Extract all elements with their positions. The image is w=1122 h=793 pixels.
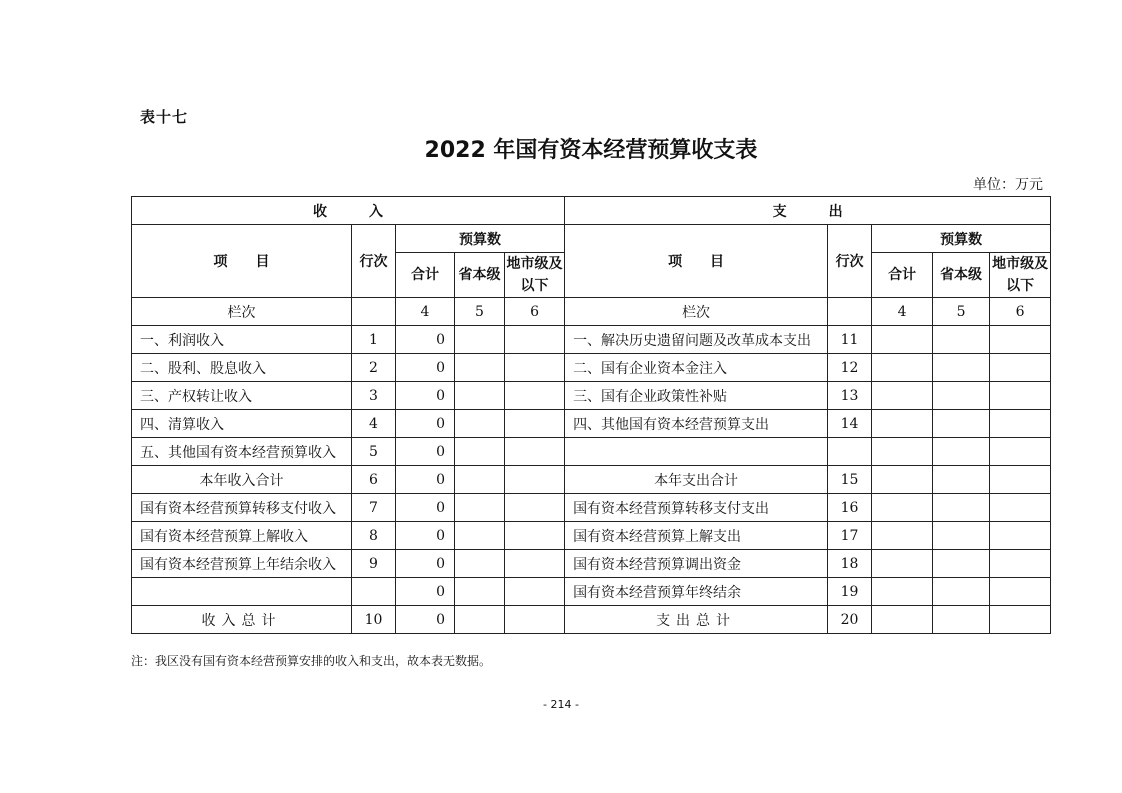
income-item: 五、其他国有资本经营预算收入 bbox=[132, 438, 352, 466]
expense-index-label: 栏次 bbox=[565, 298, 828, 326]
expense-city bbox=[990, 522, 1051, 550]
income-total: 0 bbox=[396, 578, 455, 606]
expense-city bbox=[990, 326, 1051, 354]
income-item bbox=[132, 578, 352, 606]
section-header-row bbox=[132, 197, 1051, 225]
expense-item: 国有资本经营预算调出资金 bbox=[565, 550, 828, 578]
table-row bbox=[132, 326, 1051, 354]
income-item: 国有资本经营预算上解收入 bbox=[132, 522, 352, 550]
table-row bbox=[132, 466, 1051, 494]
table-row bbox=[132, 550, 1051, 578]
expense-total-header: 合计 bbox=[872, 253, 933, 298]
income-index-5: 5 bbox=[455, 298, 505, 326]
expense-total bbox=[872, 466, 933, 494]
income-city bbox=[505, 410, 565, 438]
income-city bbox=[505, 494, 565, 522]
income-province bbox=[455, 382, 505, 410]
income-total: 0 bbox=[396, 326, 455, 354]
income-row-no: 4 bbox=[352, 410, 396, 438]
expense-total bbox=[872, 438, 933, 466]
income-province bbox=[455, 438, 505, 466]
column-index-row bbox=[132, 298, 1051, 326]
income-item: 三、产权转让收入 bbox=[132, 382, 352, 410]
expense-item: 二、国有企业资本金注入 bbox=[565, 354, 828, 382]
income-item: 收入总计 bbox=[132, 606, 352, 634]
expense-item bbox=[565, 438, 828, 466]
income-row-no: 6 bbox=[352, 466, 396, 494]
expense-index-6: 6 bbox=[990, 298, 1051, 326]
expense-total bbox=[872, 550, 933, 578]
income-province bbox=[455, 550, 505, 578]
expense-item: 支出总计 bbox=[565, 606, 828, 634]
income-item: 二、股利、股息收入 bbox=[132, 354, 352, 382]
expense-province bbox=[933, 466, 990, 494]
expense-total bbox=[872, 522, 933, 550]
income-city bbox=[505, 354, 565, 382]
expense-index-row-no bbox=[828, 298, 872, 326]
expense-province bbox=[933, 382, 990, 410]
income-total: 0 bbox=[396, 354, 455, 382]
income-index-row-no bbox=[352, 298, 396, 326]
expense-province bbox=[933, 550, 990, 578]
table-row bbox=[132, 494, 1051, 522]
income-row-no: 5 bbox=[352, 438, 396, 466]
income-province bbox=[455, 326, 505, 354]
table-row bbox=[132, 354, 1051, 382]
expense-city bbox=[990, 494, 1051, 522]
income-province bbox=[455, 466, 505, 494]
expense-budget-header: 预算数 bbox=[872, 225, 1051, 253]
expense-index-5: 5 bbox=[933, 298, 990, 326]
income-total: 0 bbox=[396, 494, 455, 522]
income-row-no: 9 bbox=[352, 550, 396, 578]
expense-city bbox=[990, 550, 1051, 578]
footnote: 注：我区没有国有资本经营预算安排的收入和支出，故本表无数据。 bbox=[131, 654, 492, 668]
expense-province bbox=[933, 606, 990, 634]
expense-row-no: 18 bbox=[828, 550, 872, 578]
income-item: 一、利润收入 bbox=[132, 326, 352, 354]
income-city bbox=[505, 382, 565, 410]
page-title: 2022 年国有资本经营预算收支表 bbox=[424, 138, 758, 163]
expense-province-header: 省本级 bbox=[933, 253, 990, 298]
expense-total bbox=[872, 326, 933, 354]
income-province bbox=[455, 522, 505, 550]
income-index-6: 6 bbox=[505, 298, 565, 326]
income-row-no-header: 行次 bbox=[352, 225, 396, 298]
income-total: 0 bbox=[396, 410, 455, 438]
income-city-header: 地市级及以下 bbox=[505, 253, 565, 298]
table-row bbox=[132, 382, 1051, 410]
income-city bbox=[505, 438, 565, 466]
expense-row-no: 16 bbox=[828, 494, 872, 522]
expense-province bbox=[933, 326, 990, 354]
expense-city bbox=[990, 606, 1051, 634]
income-row-no bbox=[352, 578, 396, 606]
unit-label: 单位：万元 bbox=[973, 177, 1043, 193]
income-row-no: 7 bbox=[352, 494, 396, 522]
expense-item-header: 项 目 bbox=[565, 225, 828, 298]
income-province bbox=[455, 606, 505, 634]
income-city bbox=[505, 578, 565, 606]
expense-total bbox=[872, 410, 933, 438]
expense-item: 本年支出合计 bbox=[565, 466, 828, 494]
expense-row-no: 15 bbox=[828, 466, 872, 494]
expense-total bbox=[872, 578, 933, 606]
income-province-header: 省本级 bbox=[455, 253, 505, 298]
expense-city bbox=[990, 354, 1051, 382]
page-number: - 214 - bbox=[543, 698, 579, 711]
income-total: 0 bbox=[396, 382, 455, 410]
income-province bbox=[455, 410, 505, 438]
expense-total bbox=[872, 382, 933, 410]
table-row bbox=[132, 606, 1051, 634]
income-province bbox=[455, 354, 505, 382]
income-row-no: 10 bbox=[352, 606, 396, 634]
income-budget-header: 预算数 bbox=[396, 225, 565, 253]
table-label: 表十七 bbox=[140, 108, 189, 126]
table-row bbox=[132, 438, 1051, 466]
expense-city bbox=[990, 578, 1051, 606]
income-item-header: 项 目 bbox=[132, 225, 352, 298]
expense-province bbox=[933, 354, 990, 382]
income-city bbox=[505, 522, 565, 550]
income-total: 0 bbox=[396, 438, 455, 466]
expense-item: 四、其他国有资本经营预算支出 bbox=[565, 410, 828, 438]
expense-item: 国有资本经营预算上解支出 bbox=[565, 522, 828, 550]
expense-row-no bbox=[828, 438, 872, 466]
income-row-no: 3 bbox=[352, 382, 396, 410]
expense-province bbox=[933, 494, 990, 522]
income-item: 国有资本经营预算上年结余收入 bbox=[132, 550, 352, 578]
expense-row-no: 17 bbox=[828, 522, 872, 550]
table-row bbox=[132, 410, 1051, 438]
expense-province bbox=[933, 410, 990, 438]
expense-section-header: 支 出 bbox=[565, 197, 1051, 225]
income-city bbox=[505, 606, 565, 634]
income-province bbox=[455, 494, 505, 522]
expense-row-no: 13 bbox=[828, 382, 872, 410]
expense-item: 国有资本经营预算转移支付支出 bbox=[565, 494, 828, 522]
expense-province bbox=[933, 438, 990, 466]
income-index-4: 4 bbox=[396, 298, 455, 326]
income-row-no: 2 bbox=[352, 354, 396, 382]
income-item: 本年收入合计 bbox=[132, 466, 352, 494]
expense-row-no: 14 bbox=[828, 410, 872, 438]
expense-item: 国有资本经营预算年终结余 bbox=[565, 578, 828, 606]
expense-city-header: 地市级及以下 bbox=[990, 253, 1051, 298]
expense-province bbox=[933, 578, 990, 606]
expense-row-no-header: 行次 bbox=[828, 225, 872, 298]
income-city bbox=[505, 326, 565, 354]
income-city bbox=[505, 466, 565, 494]
expense-total bbox=[872, 494, 933, 522]
income-item: 四、清算收入 bbox=[132, 410, 352, 438]
income-row-no: 8 bbox=[352, 522, 396, 550]
income-total-header: 合计 bbox=[396, 253, 455, 298]
income-province bbox=[455, 578, 505, 606]
expense-row-no: 12 bbox=[828, 354, 872, 382]
income-city bbox=[505, 550, 565, 578]
income-item: 国有资本经营预算转移支付收入 bbox=[132, 494, 352, 522]
expense-row-no: 19 bbox=[828, 578, 872, 606]
income-total: 0 bbox=[396, 606, 455, 634]
income-total: 0 bbox=[396, 550, 455, 578]
expense-item: 一、解决历史遗留问题及改革成本支出 bbox=[565, 326, 828, 354]
expense-total bbox=[872, 354, 933, 382]
income-row-no: 1 bbox=[352, 326, 396, 354]
income-section-header: 收 入 bbox=[132, 197, 565, 225]
income-total: 0 bbox=[396, 522, 455, 550]
table-row bbox=[132, 522, 1051, 550]
expense-province bbox=[933, 522, 990, 550]
expense-row-no: 20 bbox=[828, 606, 872, 634]
income-total: 0 bbox=[396, 466, 455, 494]
expense-city bbox=[990, 438, 1051, 466]
income-index-label: 栏次 bbox=[132, 298, 352, 326]
expense-item: 三、国有企业政策性补贴 bbox=[565, 382, 828, 410]
expense-index-4: 4 bbox=[872, 298, 933, 326]
expense-city bbox=[990, 382, 1051, 410]
column-header-row bbox=[132, 225, 1051, 253]
expense-city bbox=[990, 466, 1051, 494]
expense-city bbox=[990, 410, 1051, 438]
budget-table bbox=[131, 196, 1051, 634]
table-row bbox=[132, 578, 1051, 606]
expense-row-no: 11 bbox=[828, 326, 872, 354]
expense-total bbox=[872, 606, 933, 634]
